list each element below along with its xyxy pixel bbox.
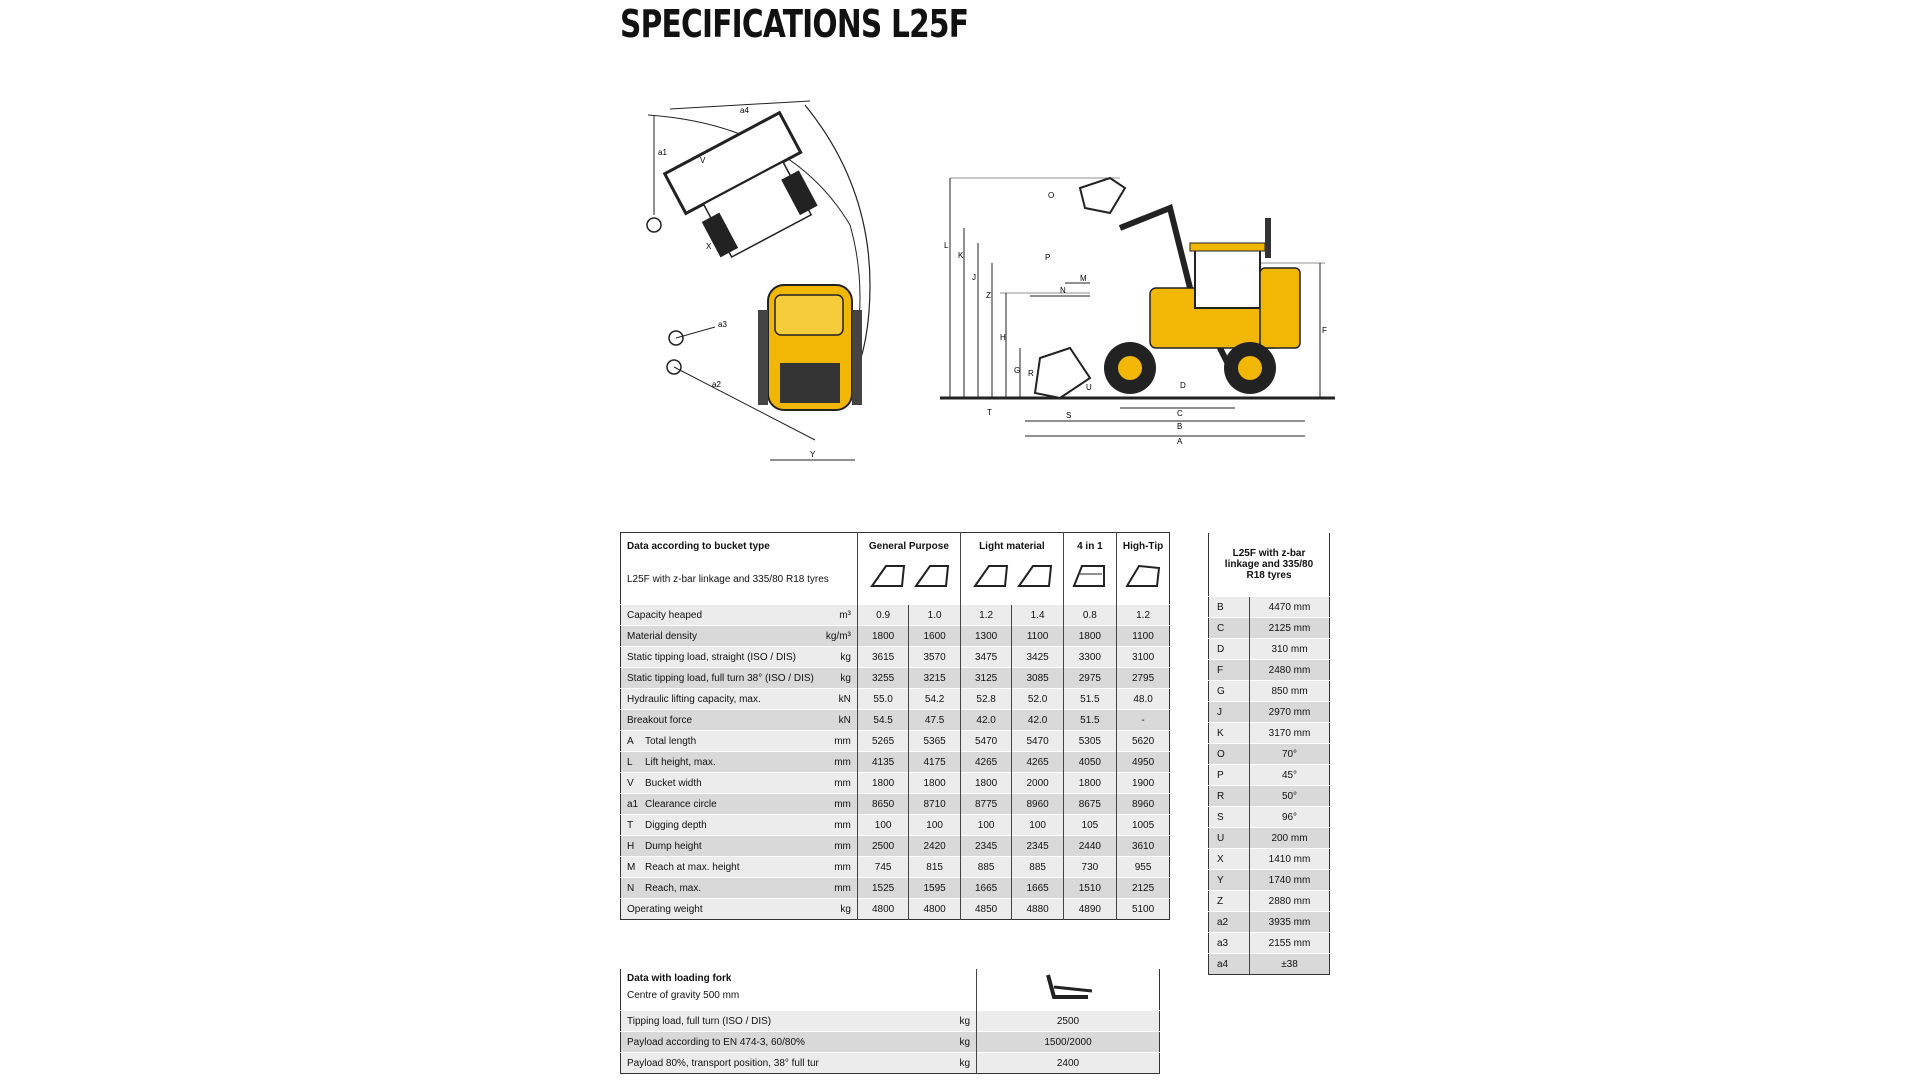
row-value: 100 [857, 815, 909, 836]
row-label: Static tipping load, straight (ISO / DIS) [621, 647, 820, 668]
row-value: 1005 [1116, 815, 1169, 836]
fork-label: Tipping load, full turn (ISO / DIS) [621, 1011, 935, 1032]
dim-value: 2125 mm [1250, 618, 1330, 639]
row-value: 51.5 [1063, 710, 1116, 731]
row-value: 1525 [857, 878, 909, 899]
row-label: Hydraulic lifting capacity, max. [621, 689, 820, 710]
table-row [621, 626, 1170, 647]
row-value: 8775 [960, 794, 1012, 815]
row-value: 745 [857, 857, 909, 878]
table-row [621, 857, 1170, 878]
fork-table-title: Data with loading fork [627, 973, 732, 984]
fork-table-subtitle: Centre of gravity 500 mm [627, 990, 740, 1001]
row-value: 1665 [960, 878, 1012, 899]
label-b: B [1177, 422, 1183, 431]
row-value: 1100 [1012, 626, 1064, 647]
row-value: 55.0 [857, 689, 909, 710]
row-unit: kg [820, 647, 858, 668]
row-value: 3475 [960, 647, 1012, 668]
row-value: 54.5 [857, 710, 909, 731]
fork-unit: kg [934, 1053, 977, 1074]
dim-value: 50° [1250, 786, 1330, 807]
table-row [1209, 681, 1330, 702]
table-row [621, 605, 1170, 626]
label-l: L [944, 241, 949, 250]
dim-key: O [1209, 744, 1250, 765]
label-m: M [1080, 274, 1087, 283]
table-row [621, 1032, 1160, 1053]
table-row [1209, 828, 1330, 849]
dim-key: Z [1209, 891, 1250, 912]
row-value: 52.8 [960, 689, 1012, 710]
dim-key: C [1209, 618, 1250, 639]
dim-key: X [1209, 849, 1250, 870]
row-value: 105 [1063, 815, 1116, 836]
table-row [1209, 639, 1330, 660]
dim-value: ±38 [1250, 954, 1330, 975]
row-label: N Reach, max. [621, 878, 820, 899]
table-row [1209, 933, 1330, 954]
dim-value: 310 mm [1250, 639, 1330, 660]
row-value: 1100 [1116, 626, 1169, 647]
label-a4: a4 [740, 106, 749, 115]
dim-value: 70° [1250, 744, 1330, 765]
row-value: 5365 [909, 731, 961, 752]
table-row [621, 710, 1170, 731]
table-row [1209, 597, 1330, 618]
dim-key: R [1209, 786, 1250, 807]
row-unit: mm [820, 878, 858, 899]
dim-value: 2480 mm [1250, 660, 1330, 681]
row-unit: mm [820, 794, 858, 815]
table-row [621, 1011, 1160, 1032]
row-value: 2125 [1116, 878, 1169, 899]
row-label: Capacity heaped [621, 605, 820, 626]
col-4-in-1: 4 in 1 [1063, 533, 1116, 605]
table-row [621, 899, 1170, 920]
row-value: 8960 [1116, 794, 1169, 815]
table-row [1209, 807, 1330, 828]
row-unit: mm [820, 731, 858, 752]
row-value: 47.5 [909, 710, 961, 731]
label-a3: a3 [718, 320, 727, 329]
table-row [621, 752, 1170, 773]
loading-fork-icon [1038, 969, 1098, 1003]
dim-value: 45° [1250, 765, 1330, 786]
label-a1: a1 [658, 148, 667, 157]
row-unit: mm [820, 815, 858, 836]
row-label: Static tipping load, full turn 38° (ISO / DIS) [621, 668, 820, 689]
fork-value: 2400 [977, 1053, 1160, 1074]
label-t: T [987, 408, 992, 417]
row-unit: mm [820, 752, 858, 773]
row-value: 8710 [909, 794, 961, 815]
bucket-data-table [620, 532, 1170, 920]
row-value: 4850 [960, 899, 1012, 920]
col-light-material: Light material [960, 533, 1063, 605]
col-high-tip: High-Tip [1116, 533, 1169, 605]
row-value: 4050 [1063, 752, 1116, 773]
row-value: 1300 [960, 626, 1012, 647]
page-title: SPECIFICATIONS L25F [620, 2, 969, 46]
row-value: 4265 [960, 752, 1012, 773]
row-value: 4265 [1012, 752, 1064, 773]
row-unit: mm [820, 857, 858, 878]
dimensions-table [1208, 532, 1330, 975]
turning-circle-diagram [640, 95, 900, 475]
row-value: 4880 [1012, 899, 1064, 920]
table-row [621, 647, 1170, 668]
row-label: Operating weight [621, 899, 820, 920]
row-value: 4175 [909, 752, 961, 773]
table-row [1209, 702, 1330, 723]
fork-value: 1500/2000 [977, 1032, 1160, 1053]
dim-key: B [1209, 597, 1250, 618]
row-unit: mm [820, 836, 858, 857]
row-value: 3100 [1116, 647, 1169, 668]
dim-key: G [1209, 681, 1250, 702]
row-label: L Lift height, max. [621, 752, 820, 773]
label-r: R [1028, 369, 1034, 378]
label-u: U [1086, 383, 1092, 392]
row-value: 3570 [909, 647, 961, 668]
row-value: 1800 [1063, 626, 1116, 647]
bucket-icon [967, 558, 1057, 592]
row-value: 3610 [1116, 836, 1169, 857]
label-d: D [1180, 381, 1186, 390]
table-row [1209, 723, 1330, 744]
row-value: 51.5 [1063, 689, 1116, 710]
row-label: a1 Clearance circle [621, 794, 820, 815]
row-value: 8960 [1012, 794, 1064, 815]
dim-key: a4 [1209, 954, 1250, 975]
row-value: 3300 [1063, 647, 1116, 668]
row-value: 0.9 [857, 605, 909, 626]
dim-key: a2 [1209, 912, 1250, 933]
dim-value: 200 mm [1250, 828, 1330, 849]
label-y: Y [810, 450, 816, 459]
row-value: 5100 [1116, 899, 1169, 920]
row-unit: kg [820, 899, 858, 920]
row-value: 3255 [857, 668, 909, 689]
dim-value: 2880 mm [1250, 891, 1330, 912]
row-value: 54.2 [909, 689, 961, 710]
row-label: Breakout force [621, 710, 820, 731]
row-value: 885 [960, 857, 1012, 878]
label-g: G [1014, 366, 1021, 375]
row-value: - [1116, 710, 1169, 731]
side-view-diagram [940, 168, 1340, 458]
table-row [1209, 660, 1330, 681]
dimensions-table-header: L25F with z-bar linkage and 335/80 R18 tyres [1209, 533, 1330, 597]
row-value: 955 [1116, 857, 1169, 878]
row-value: 1665 [1012, 878, 1064, 899]
row-value: 2975 [1063, 668, 1116, 689]
row-value: 4800 [909, 899, 961, 920]
row-value: 1800 [857, 773, 909, 794]
dim-value: 3170 mm [1250, 723, 1330, 744]
table-row [1209, 912, 1330, 933]
dim-value: 1410 mm [1250, 849, 1330, 870]
table-row [621, 815, 1170, 836]
dim-key: Y [1209, 870, 1250, 891]
label-p: P [1045, 253, 1051, 262]
label-j: J [972, 273, 976, 282]
table-row [1209, 786, 1330, 807]
row-unit: kg/m³ [820, 626, 858, 647]
row-value: 5265 [857, 731, 909, 752]
dim-value: 96° [1250, 807, 1330, 828]
row-value: 2345 [1012, 836, 1064, 857]
label-c: C [1177, 409, 1183, 418]
table-row [1209, 849, 1330, 870]
col-general-purpose: General Purpose [857, 533, 960, 605]
row-value: 8650 [857, 794, 909, 815]
row-value: 4890 [1063, 899, 1116, 920]
table-row [1209, 618, 1330, 639]
label-n: N [1060, 286, 1066, 295]
row-value: 2440 [1063, 836, 1116, 857]
dim-key: U [1209, 828, 1250, 849]
fork-unit: kg [934, 1011, 977, 1032]
label-a: A [1177, 437, 1183, 446]
row-value: 3615 [857, 647, 909, 668]
row-value: 1.4 [1012, 605, 1064, 626]
row-value: 1900 [1116, 773, 1169, 794]
table-row [621, 836, 1170, 857]
dim-key: a3 [1209, 933, 1250, 954]
row-unit: kg [820, 668, 858, 689]
row-value: 100 [909, 815, 961, 836]
dim-value: 4470 mm [1250, 597, 1330, 618]
row-unit: kN [820, 710, 858, 731]
row-value: 1800 [909, 773, 961, 794]
dim-key: S [1209, 807, 1250, 828]
row-value: 48.0 [1116, 689, 1169, 710]
dim-key: F [1209, 660, 1250, 681]
label-k: K [958, 251, 964, 260]
row-label: A Total length [621, 731, 820, 752]
loading-fork-table [620, 968, 1160, 1074]
row-value: 1595 [909, 878, 961, 899]
row-value: 730 [1063, 857, 1116, 878]
label-f: F [1322, 326, 1327, 335]
row-value: 4135 [857, 752, 909, 773]
label-v: V [700, 156, 706, 165]
row-value: 100 [960, 815, 1012, 836]
row-value: 3085 [1012, 668, 1064, 689]
table-row [1209, 765, 1330, 786]
row-value: 4800 [857, 899, 909, 920]
row-value: 815 [909, 857, 961, 878]
row-label: T Digging depth [621, 815, 820, 836]
bucket-table-subtitle: L25F with z-bar linkage and 335/80 R18 tyres [627, 574, 829, 585]
dim-value: 850 mm [1250, 681, 1330, 702]
table-row [621, 878, 1170, 899]
bucket-4in1-icon [1070, 558, 1110, 592]
dim-key: K [1209, 723, 1250, 744]
row-label: Material density [621, 626, 820, 647]
label-h: H [1000, 333, 1006, 342]
row-value: 1.0 [909, 605, 961, 626]
row-label: M Reach at max. height [621, 857, 820, 878]
table-row [621, 689, 1170, 710]
row-value: 3425 [1012, 647, 1064, 668]
row-value: 3215 [909, 668, 961, 689]
row-value: 5470 [1012, 731, 1064, 752]
dim-value: 3935 mm [1250, 912, 1330, 933]
row-value: 2345 [960, 836, 1012, 857]
row-value: 42.0 [960, 710, 1012, 731]
dim-value: 1740 mm [1250, 870, 1330, 891]
bucket-table-title: Data according to bucket type [627, 541, 770, 552]
row-value: 885 [1012, 857, 1064, 878]
table-row [1209, 744, 1330, 765]
table-row [621, 731, 1170, 752]
row-value: 5305 [1063, 731, 1116, 752]
row-value: 5620 [1116, 731, 1169, 752]
dim-key: D [1209, 639, 1250, 660]
fork-value: 2500 [977, 1011, 1160, 1032]
dim-value: 2155 mm [1250, 933, 1330, 954]
label-a2: a2 [712, 380, 721, 389]
row-value: 2795 [1116, 668, 1169, 689]
table-row [1209, 891, 1330, 912]
row-unit: m³ [820, 605, 858, 626]
row-label: H Dump height [621, 836, 820, 857]
row-value: 4950 [1116, 752, 1169, 773]
row-value: 1.2 [960, 605, 1012, 626]
row-unit: kN [820, 689, 858, 710]
row-unit: mm [820, 773, 858, 794]
label-z: Z [986, 291, 991, 300]
row-value: 0.8 [1063, 605, 1116, 626]
row-value: 1.2 [1116, 605, 1169, 626]
bucket-icon [864, 558, 954, 592]
row-value: 8675 [1063, 794, 1116, 815]
dim-key: J [1209, 702, 1250, 723]
row-value: 52.0 [1012, 689, 1064, 710]
row-value: 2000 [1012, 773, 1064, 794]
fork-unit: kg [934, 1032, 977, 1053]
row-value: 5470 [960, 731, 1012, 752]
table-row [621, 794, 1170, 815]
table-row [1209, 954, 1330, 975]
label-x: X [706, 242, 712, 251]
dim-value: 2970 mm [1250, 702, 1330, 723]
row-value: 1600 [909, 626, 961, 647]
dim-key: P [1209, 765, 1250, 786]
label-s: S [1066, 411, 1072, 420]
table-row [1209, 870, 1330, 891]
label-o: O [1048, 191, 1055, 200]
row-value: 1800 [1063, 773, 1116, 794]
row-value: 3125 [960, 668, 1012, 689]
table-row [621, 668, 1170, 689]
row-value: 42.0 [1012, 710, 1064, 731]
row-value: 1800 [960, 773, 1012, 794]
row-value: 2500 [857, 836, 909, 857]
table-row [621, 1053, 1160, 1074]
row-label: V Bucket width [621, 773, 820, 794]
row-value: 1510 [1063, 878, 1116, 899]
row-value: 1800 [857, 626, 909, 647]
fork-label: Payload 80%, transport position, 38° full tur [621, 1053, 935, 1074]
bucket-hightip-icon [1123, 558, 1163, 592]
row-value: 2420 [909, 836, 961, 857]
row-value: 100 [1012, 815, 1064, 836]
fork-label: Payload according to EN 474-3, 60/80% [621, 1032, 935, 1053]
table-row [621, 773, 1170, 794]
